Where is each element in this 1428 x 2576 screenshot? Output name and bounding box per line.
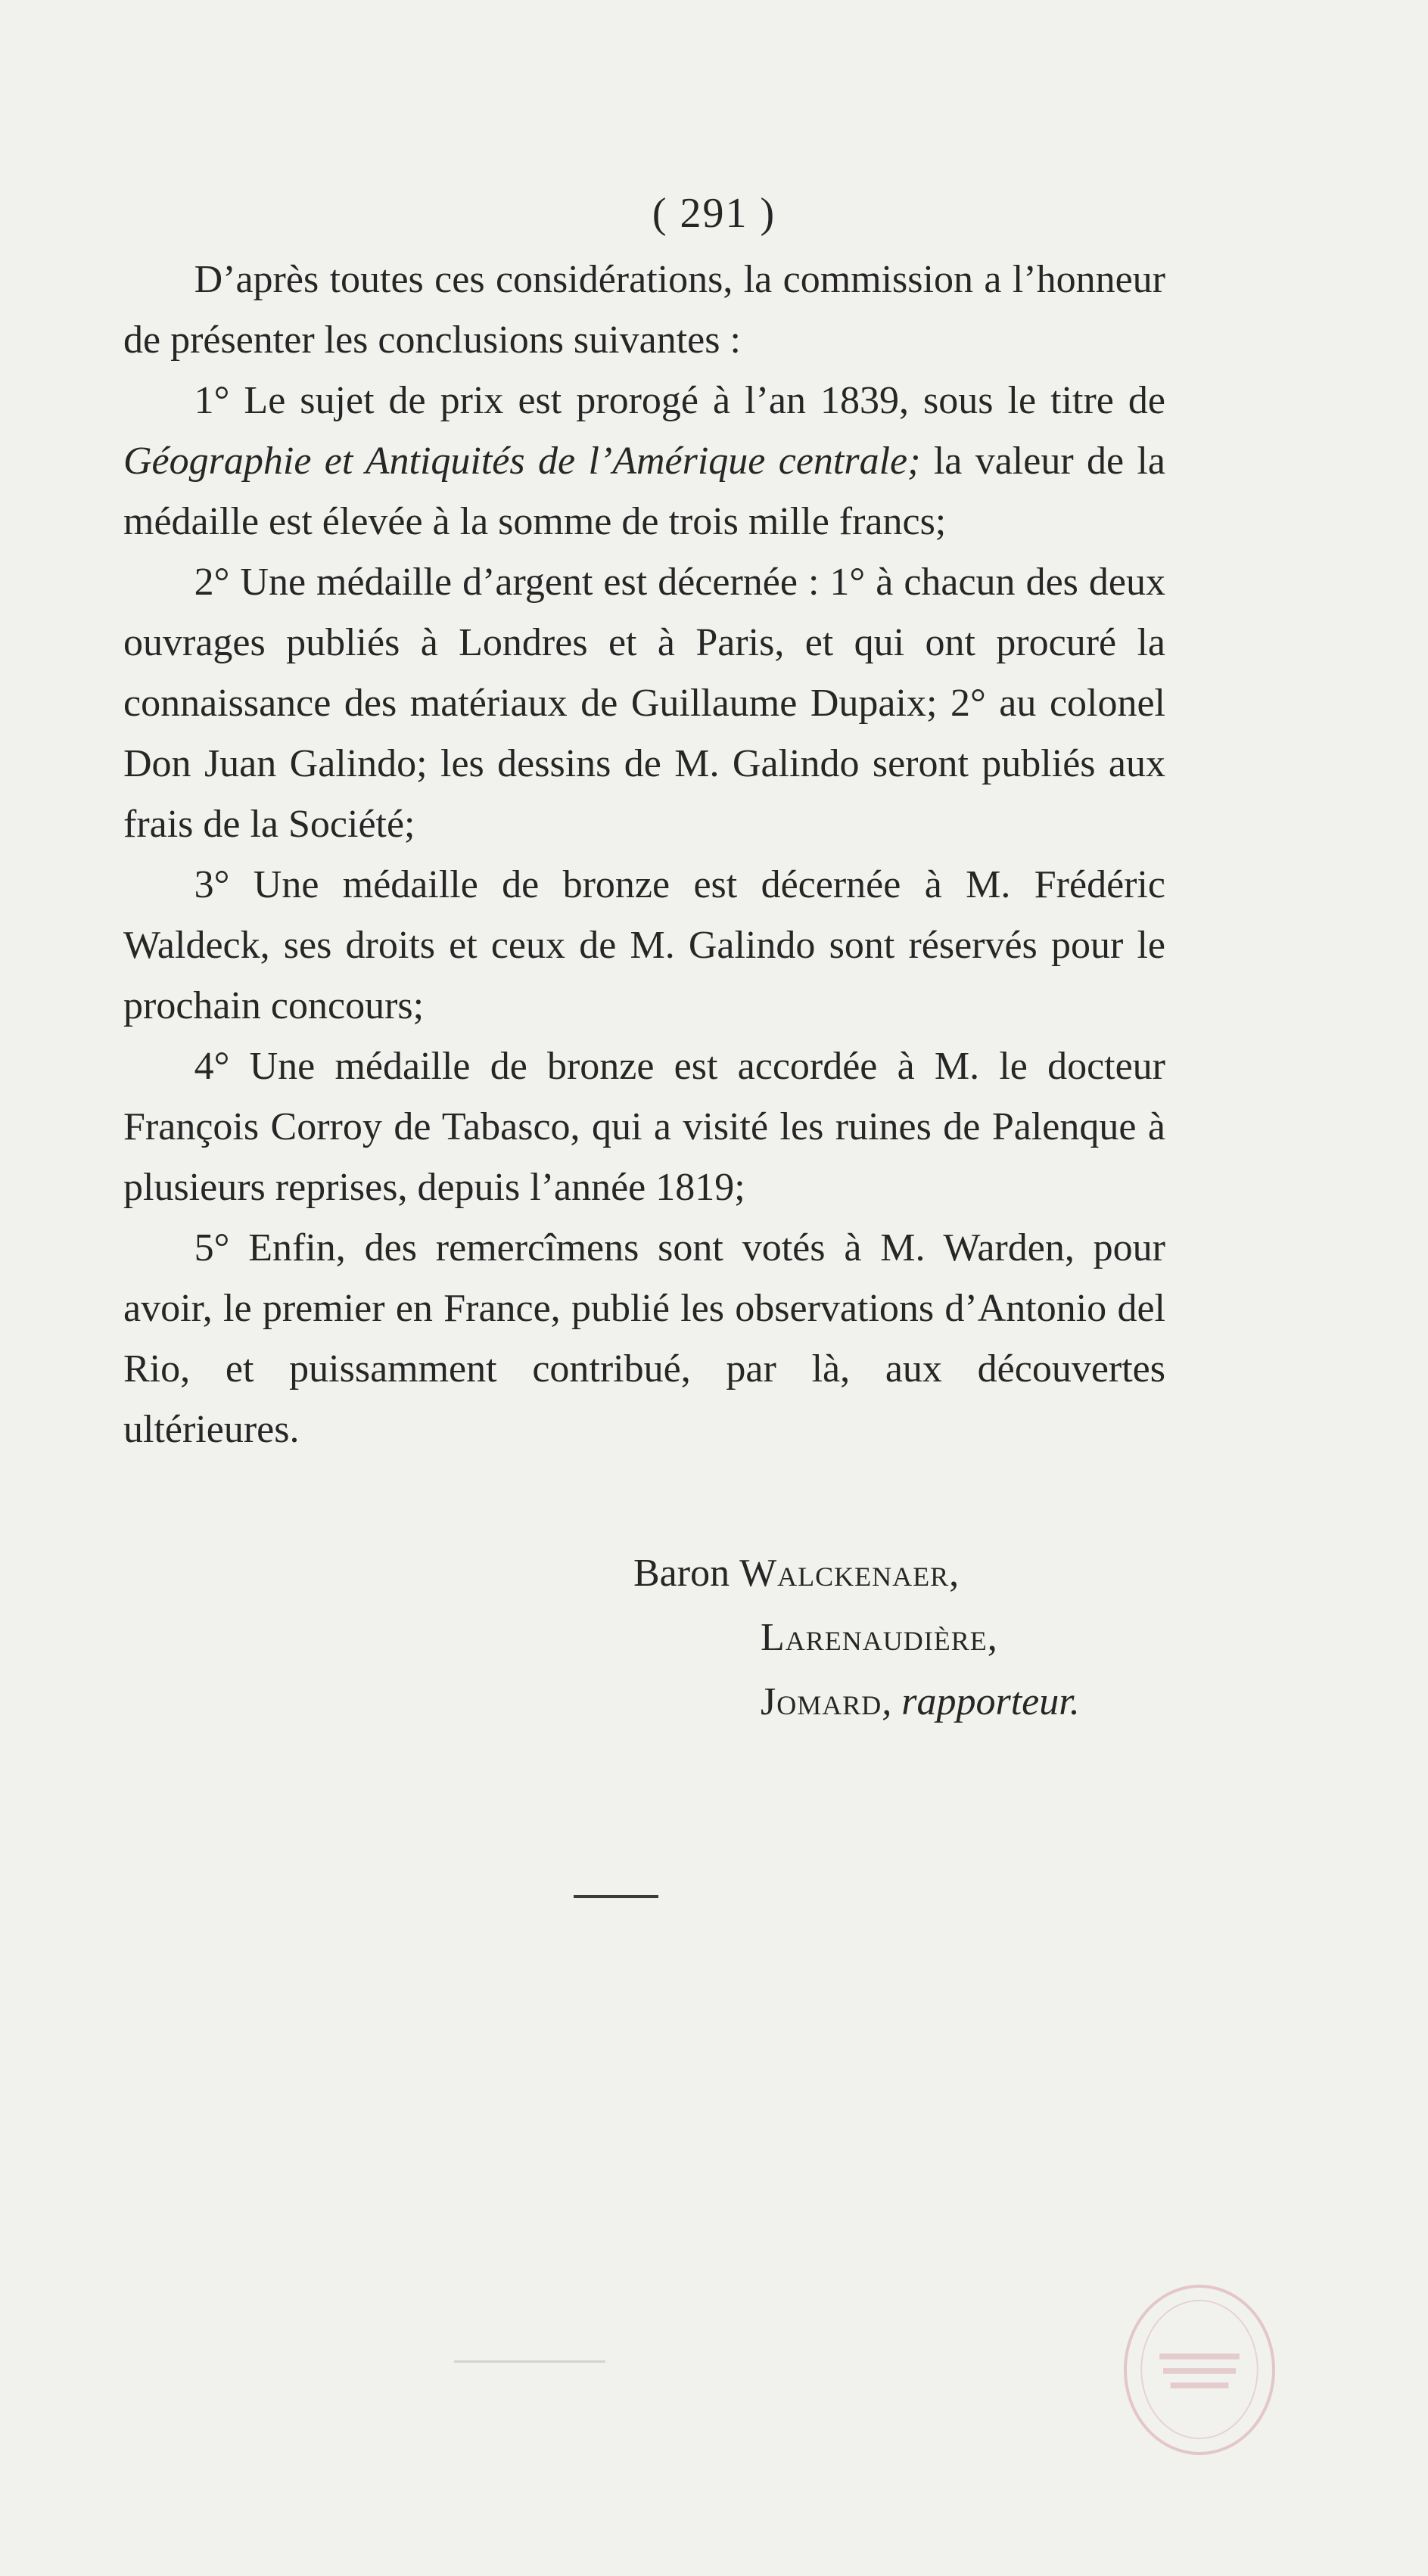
paragraph-conclusion-1 bbox=[123, 371, 1165, 552]
signature-larenaudiere bbox=[761, 1608, 997, 1668]
paragraph-intro: D’après toutes ces considérations, la commission a l’honneur de présenter les conclusions suivantes : bbox=[123, 258, 1165, 362]
signature-jomard bbox=[761, 1672, 1080, 1732]
conclusion-1-text-b: la valeur de la médaille est élevée à la somme de trois mille francs; bbox=[123, 440, 1166, 543]
signature-comma: , bbox=[987, 1616, 997, 1659]
signature-name-larenaudiere: Larenaudière bbox=[761, 1616, 988, 1659]
show-through-mark bbox=[454, 2360, 605, 2378]
signature-role: , rapporteur. bbox=[882, 1680, 1080, 1723]
signature-name-walckenaer: Walckenaer bbox=[739, 1552, 950, 1595]
body-text bbox=[123, 250, 1165, 1460]
library-stamp bbox=[1124, 2285, 1275, 2455]
conclusion-1-text-a: 1° Le sujet de prix est prorogé à l’an 1839, sous le titre de bbox=[194, 379, 1165, 422]
signature-title: Baron bbox=[633, 1552, 740, 1595]
signature-name-jomard: Jomard bbox=[761, 1680, 882, 1723]
paragraph-conclusion-5: 5° Enfin, des remercîmens sont votés à M. Warden, pour avoir, le premier en France, publié les observations d’Antonio del Rio, et puissamment contribué, par là, aux découvertes ultérieures. bbox=[123, 1226, 1165, 1451]
paragraph-conclusion-2: 2° Une médaille d’argent est décernée : 1° à chacun des deux ouvrages publiés à Londres et à Paris, et qui ont procuré la connaissance des matériaux de Guillaume Dupaix; 2° au colonel Don Juan Galindo; les dessins de M. Galindo seront publiés aux frais de la Société; bbox=[123, 561, 1165, 846]
prize-title: Géographie et Antiquités de l’Amérique centrale; bbox=[123, 440, 921, 483]
library-stamp-icon bbox=[1127, 2288, 1272, 2452]
page-number: ( 291 ) bbox=[652, 190, 776, 237]
closing-rule bbox=[574, 1895, 658, 1898]
paragraph-conclusion-4: 4° Une médaille de bronze est accordée à M. le docteur François Corroy de Tabasco, qui a visité les ruines de Palenque à plusieurs reprises, depuis l’année 1819; bbox=[123, 1045, 1165, 1209]
paragraph-conclusion-3: 3° Une médaille de bronze est décernée à M. Frédéric Waldeck, ses droits et ceux de M. Galindo sont réservés pour le prochain concours; bbox=[123, 863, 1165, 1027]
signature-comma: , bbox=[949, 1552, 960, 1595]
signature-walckenaer bbox=[633, 1543, 959, 1604]
